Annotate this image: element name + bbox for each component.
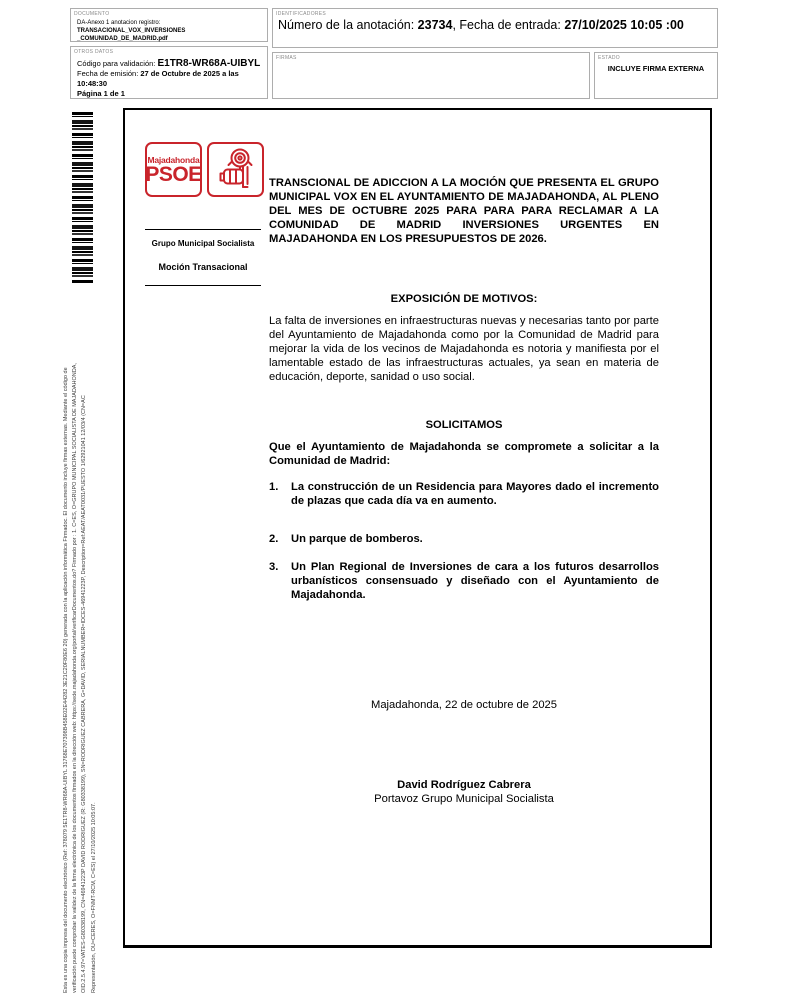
validacion-row <box>77 59 263 69</box>
documento-filename: TRANSACIONAL_VOX_INVERSIONES _COMUNIDAD_DE_MADRID.pdf <box>77 28 186 42</box>
document-page <box>123 108 712 948</box>
paragraph-solicitamos: Que el Ayuntamiento de Majadahonda se compromete a solicitar a la Comunidad de Madrid: <box>269 441 659 467</box>
heading-solicitamos: SOLICITAMOS <box>425 419 503 431</box>
header-box-estado <box>594 52 718 99</box>
documento-prefix: DA-Anexo 1 anotacion registro: <box>77 20 161 26</box>
header-box-firmas <box>272 52 590 99</box>
pagina-value: Página 1 de 1 <box>77 89 125 98</box>
legal-line: OID.2.5.4.97=VATES-G80338199, CN=46941223P DAVID RODRIGUEZ (R: G80338199), SN=RODRIGUEZ CABRERA, G=DAVID, SERIALNUMBER=IDCES-46941223P, Description=Ref:AEAT/AEAT0031/PUESTO 1/62921041 12/03/4 (CN=AC <box>81 395 88 993</box>
motion-title: TRANSCIONAL DE ADICCION A LA MOCIÓN QUE PRESENTA EL GRUPO MUNICIPAL VOX EN EL AYUNTAMIENTO DE MAJADAHONDA, AL PLENO DEL MES DE OCTUBRE 2025 PARA PARA PARA RECLAMAR A LA COMUNIDAD DE MADRID INVERSIONES URGENTES EN MAJADAHONDA EN LOS PRESUPUESTOS DE 2026. <box>269 177 659 245</box>
otros-datos-content <box>71 55 267 99</box>
list-item-text: La construcción de un Residencia para Mayores dado el incremento de plazas que cada día va en aumento. <box>291 481 659 507</box>
psoe-wordmark <box>145 142 202 197</box>
anotacion-label: Número de la anotación: <box>278 18 418 32</box>
signer-role: Portavoz Grupo Municipal Socialista <box>374 793 554 805</box>
header-box-otros-datos <box>70 46 268 99</box>
document-body <box>269 176 659 806</box>
pagina-row <box>77 89 263 99</box>
dateline: Majadahonda, 22 de octubre de 2025 <box>371 699 557 711</box>
anotacion-value: 23734 <box>417 18 453 32</box>
identificadores-label: IDENTIFICADORES <box>276 11 327 17</box>
list-item <box>269 480 659 508</box>
emision-row <box>77 69 263 89</box>
sidebar-doctype-label: Moción Transacional <box>158 262 248 272</box>
validacion-code: E1TR8-WR68A-UIBYL <box>157 58 261 69</box>
list-item <box>269 560 659 602</box>
legal-line: Esta es una copia impresa del documento electrónico (Ref: 378079 5E1TR8-WR68A-UIBYL 31768E707398B458E02E44282 3E21C20F80E6 20) generada con la aplicación informática Firmadoc. El documento incluye firmas externas. Mediante el código de <box>63 367 69 993</box>
list-item-number: 2. <box>269 533 279 545</box>
validacion-label: Código para validación: <box>77 59 158 68</box>
entrada-label: Fecha de entrada: <box>459 18 565 32</box>
legal-sideways-text <box>62 287 100 993</box>
signer-name: David Rodríguez Cabrera <box>397 779 531 791</box>
barcode <box>72 112 93 283</box>
entrada-value: 27/10/2025 10:05 :00 <box>564 18 684 32</box>
legal-line: Representación, OU=CERES, O=FNMT-RCM, C=ES) el 27/10/2025 10:05:07. <box>90 802 97 993</box>
estado-label: ESTADO <box>598 55 620 61</box>
header-box-documento <box>70 8 268 42</box>
otros-datos-label: OTROS DATOS <box>74 49 114 55</box>
documento-label: DOCUMENTO <box>74 11 110 17</box>
fist-and-rose-icon <box>217 147 255 193</box>
heading-exposicion-motivos: EXPOSICIÓN DE MOTIVOS: <box>390 293 538 305</box>
legal-line: verificación puede comprobar la validez de la firma electrónica de los documentos firmados en la dirección web: https://sede.majadahonda.org/portal/verificarDocumentos.do? Firmado por : 1. C=ES, O=GRUPO MUNICIPAL SOCIALISTA DE MAJADAHONDA, <box>72 363 79 993</box>
estado-value: INCLUYE FIRMA EXTERNA <box>607 64 705 73</box>
psoe-emblem-box <box>207 142 264 197</box>
sidebar-group-label: Grupo Municipal Socialista <box>151 239 255 248</box>
list-item-number: 3. <box>269 561 279 573</box>
paragraph-motivos: La falta de inversiones en infraestructuras nuevas y necesarias tanto por parte del Ayuntamiento de Majadahonda como por la Comunidad de Madrid para mejorar la vida de los vecinos de Majadahonda es notoria y manifiesta por el lamentable estado de las infraestructuras actuales, ya sean en materia de educación, deporte, sanidad o uso social. <box>269 315 659 383</box>
logo-city-text: Majadahonda <box>147 154 200 165</box>
logo-party-text: PSOE <box>145 162 202 186</box>
firmas-label: FIRMAS <box>276 55 297 61</box>
identificadores-separator: , <box>452 18 460 32</box>
list-item-number: 1. <box>269 481 279 493</box>
header-box-identificadores <box>272 8 718 48</box>
emision-value: 27 de Octubre de 2025 a las 10:48:30 <box>77 69 239 88</box>
emision-label: Fecha de emisión: <box>77 69 141 78</box>
psoe-logo-block <box>145 142 264 197</box>
sidebar-divider-top <box>145 229 261 230</box>
identificadores-content <box>273 17 717 33</box>
list-item-text: Un parque de bomberos. <box>291 533 423 545</box>
list-item <box>269 532 659 546</box>
sidebar-divider-bottom <box>145 285 261 286</box>
documento-content <box>71 17 267 43</box>
list-item-text: Un Plan Regional de Inversiones de cara a los futuros desarrollos urbanísticos consensuado y diseñado con el Ayuntamiento de Majadahonda. <box>291 561 659 601</box>
